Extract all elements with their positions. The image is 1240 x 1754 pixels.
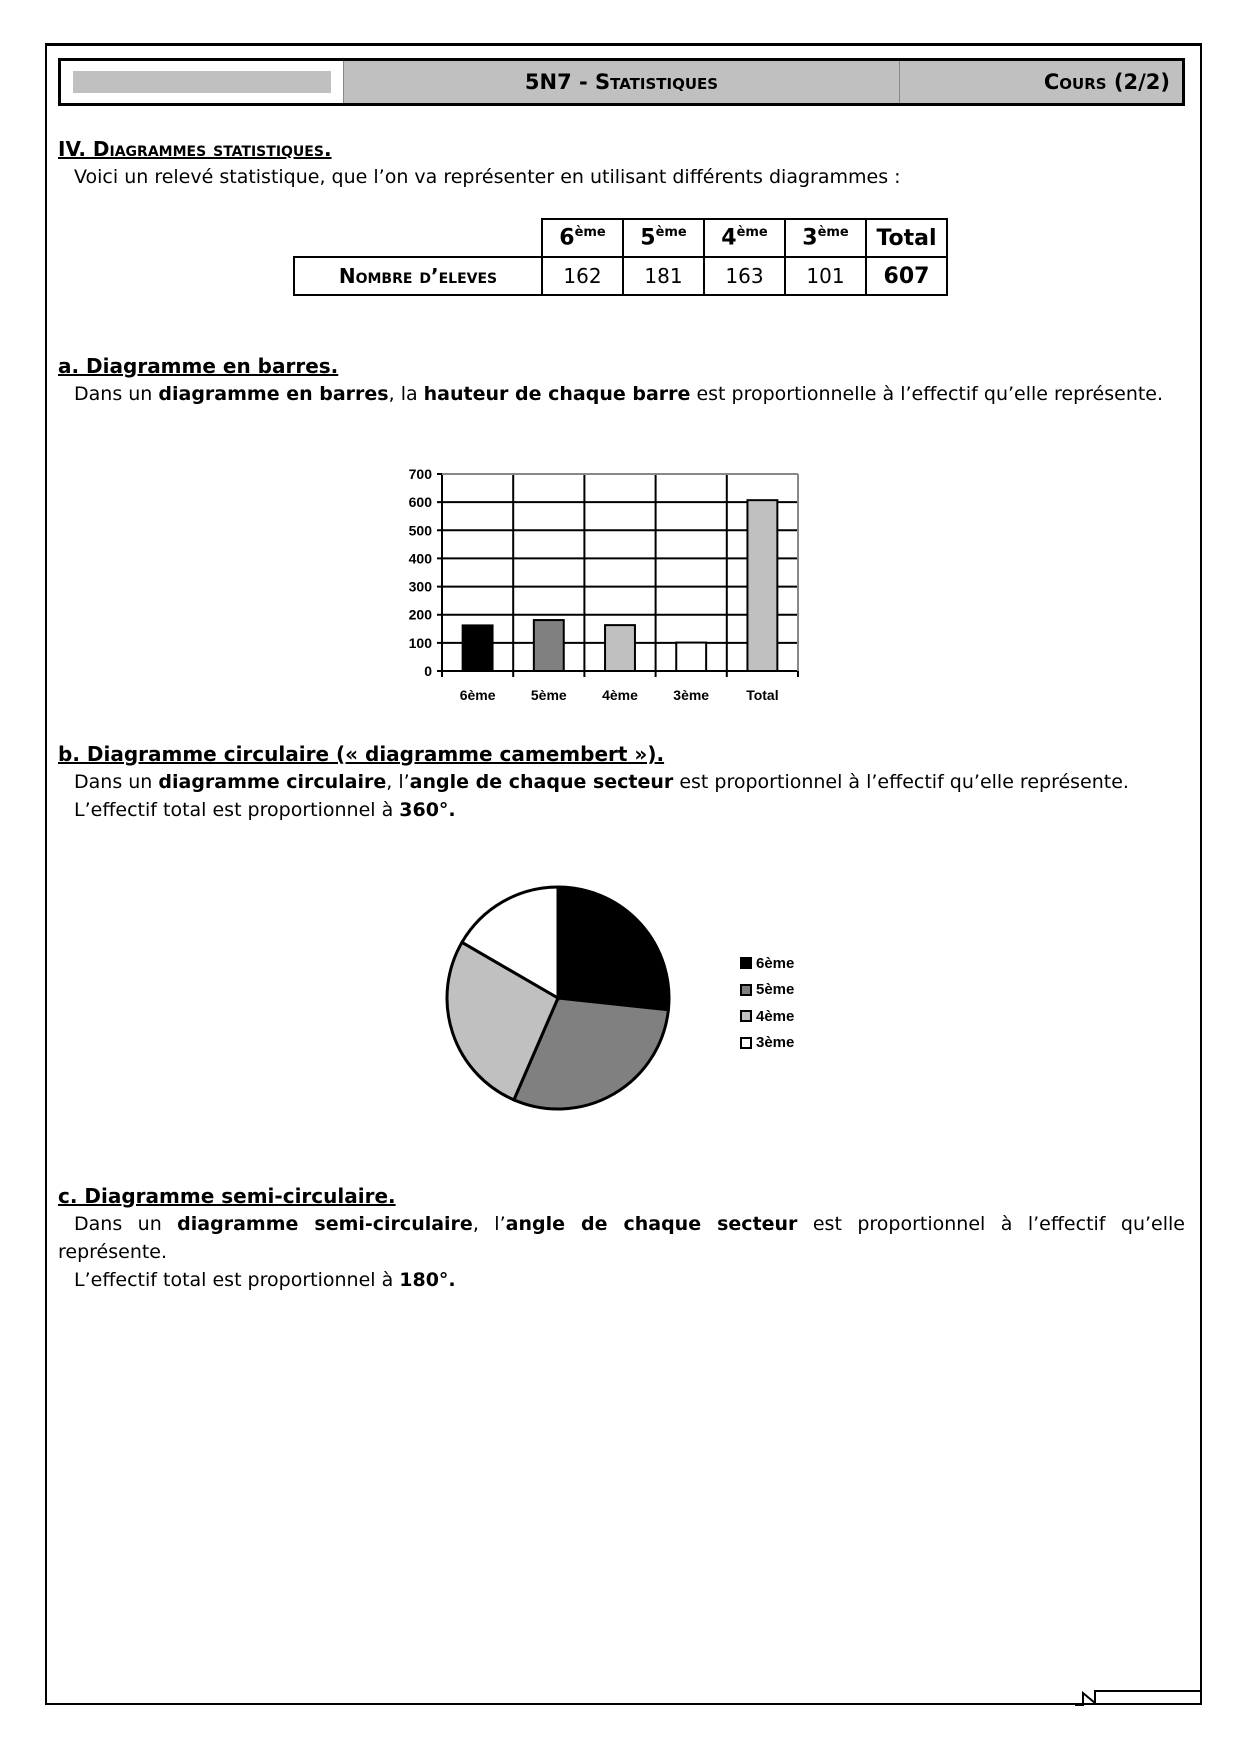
bar-5ème [534,620,564,671]
paragraph-pie-total: L’effectif total est proportionnel à 360°. [74,799,456,821]
x-tick-label: Total [746,687,779,703]
bar-6ème [463,625,493,671]
legend-item [740,977,794,1004]
x-tick-label: 5ème [530,687,567,703]
paragraph-pie: Dans un diagramme circulaire, l’angle de chaque secteur est proportionnel à l’effectif qu’elle représente. [74,771,1129,793]
bar-3ème [676,643,706,671]
pie-slice-6ème [558,887,669,1010]
header-title: 5N7 - Statistiques [344,61,900,103]
bar-4ème [605,625,635,671]
legend-item [740,1003,794,1030]
paragraph-semicircle-total: L’effectif total est proportionnel à 180°. [74,1269,456,1291]
y-tick-label: 500 [408,522,432,539]
table-cell: 101 [785,257,866,295]
legend-label: 4ème [756,1007,795,1025]
paragraph-semicircle: Dans un diagramme semi-circulaire, l’angle de chaque secteur est proportionnel à l’effectif qu’elle représente. [58,1213,1185,1263]
section-intro: Voici un relevé statistique, que l’on va représenter en utilisant différents diagrammes : [74,166,901,188]
y-tick-label: 700 [408,466,432,482]
legend-swatch [740,984,752,996]
pie-legend [740,950,794,1056]
table-cell: 162 [542,257,623,295]
legend-label: 6ème [756,954,795,972]
col-header: Total [866,219,947,257]
col-header: 3ème [785,219,866,257]
legend-swatch [740,957,752,969]
legend-item [740,950,794,977]
y-tick-label: 200 [408,606,432,623]
heading-bar: a. Diagramme en barres. [58,354,339,378]
col-header: 5ème [623,219,704,257]
y-tick-label: 400 [408,550,432,567]
legend-label: 5ème [756,981,795,999]
heading-pie: b. Diagramme circulaire (« diagramme camembert »). [58,742,665,766]
col-header: 4ème [704,219,785,257]
table-cell: 181 [623,257,704,295]
x-tick-label: 6ème [459,687,496,703]
heading-semicircle: c. Diagramme semi-circulaire. [58,1184,396,1208]
x-tick-label: 3ème [673,687,710,703]
section-heading: IV. Diagrammes statistiques. [58,137,332,161]
col-header: 6ème [542,219,623,257]
y-tick-label: 100 [408,634,432,651]
paragraph-bar: Dans un diagramme en barres, la hauteur de chaque barre est proportionnelle à l’effectif qu’elle représente. [74,383,1164,405]
legend-swatch [740,1010,752,1022]
table-cell-total: 607 [866,257,947,295]
header-course: Cours (2/2) [1043,70,1170,94]
bar-Total [747,500,777,671]
legend-label: 3ème [756,1034,795,1052]
legend-swatch [740,1037,752,1049]
y-tick-label: 600 [408,494,432,511]
legend-item [740,1030,794,1057]
x-tick-label: 4ème [602,687,638,703]
y-tick-label: 0 [424,663,432,679]
table-cell: 163 [704,257,785,295]
row-label: Nombre d’eleves [294,257,542,295]
y-tick-label: 300 [408,578,432,595]
